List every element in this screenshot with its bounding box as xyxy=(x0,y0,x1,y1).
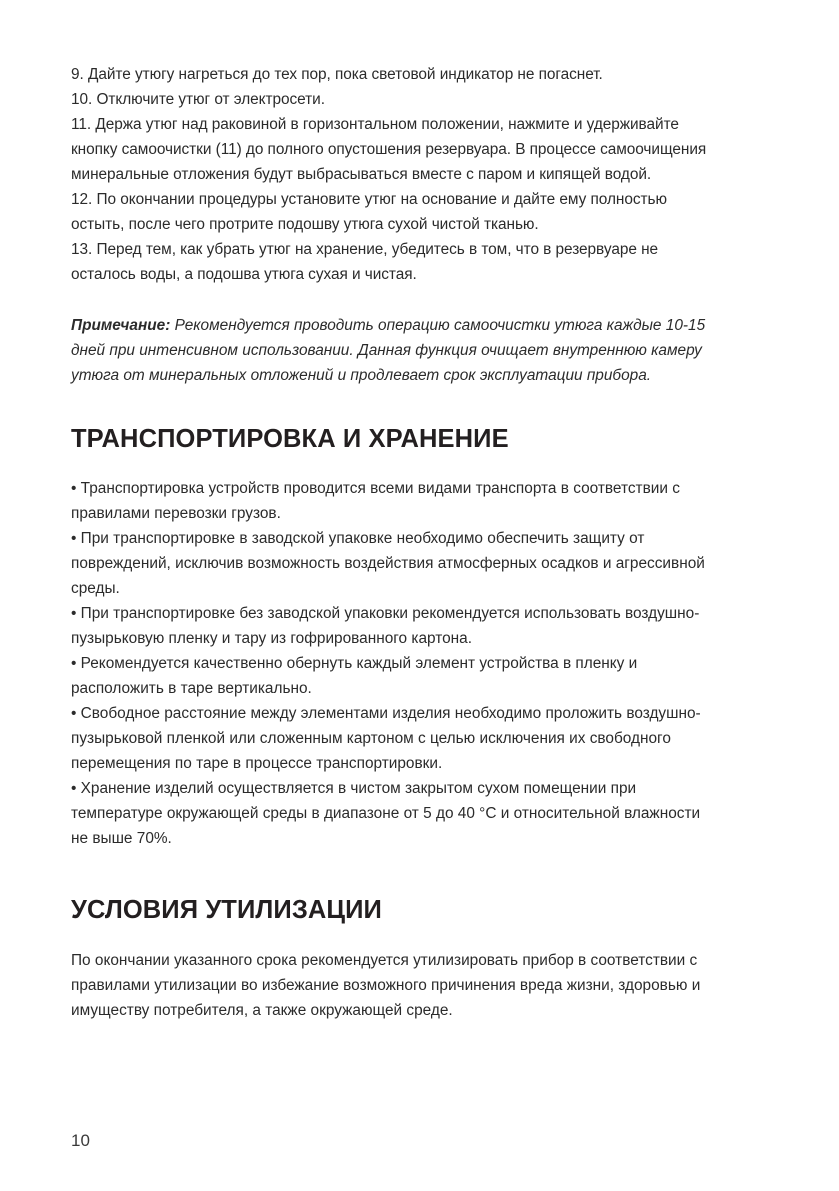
step-line: кнопку самоочистки (11) до полного опустошения резервуара. В процессе самоочищения xyxy=(71,141,707,158)
bullet-line: повреждений, исключив возможность воздействия атмосферных осадков и агрессивной xyxy=(71,555,705,572)
bullet-line: пузырьковой пленкой или сложенным картоном с целью исключения их свободного xyxy=(71,730,671,747)
bullet-line: • Рекомендуется качественно обернуть каждый элемент устройства в пленку и xyxy=(71,655,638,672)
note-line-text: утюга от минеральных отложений и продлевает срок эксплуатации прибора. xyxy=(71,367,652,384)
bullet-line: не выше 70%. xyxy=(71,830,172,847)
bullet-line: среды. xyxy=(71,580,120,597)
list-item xyxy=(71,776,768,851)
step-line: 11. Держа утюг над раковиной в горизонтальном положении, нажмите и удерживайте xyxy=(71,116,679,133)
list-item xyxy=(71,601,768,651)
bullet-line: пузырьковую пленку и тару из гофрированного картона. xyxy=(71,630,473,647)
step-line: 10. Отключите утюг от электросети. xyxy=(71,91,325,108)
bullet-line: расположить в таре вертикально. xyxy=(71,680,312,697)
step-line: осталось воды, а подошва утюга сухая и чистая. xyxy=(71,266,417,283)
heading-utilization-conditions: УСЛОВИЯ УТИЛИЗАЦИИ xyxy=(71,896,382,924)
utilization-paragraph xyxy=(71,948,768,1023)
bullet-line: • При транспортировке без заводской упаковки рекомендуется использовать воздушно- xyxy=(71,605,700,622)
bullet-line: правилами перевозки грузов. xyxy=(71,505,281,522)
note-lead-label: Примечание: xyxy=(71,317,171,334)
step-line: минеральные отложения будут выбрасываться вместе с паром и кипящей водой. xyxy=(71,166,652,183)
paragraph-line: По окончании указанного срока рекомендуется утилизировать прибор в соответствии с xyxy=(71,952,698,969)
bullet-line: температуре окружающей среды в диапазоне от 5 до 40 °C и относительной влажности xyxy=(71,805,701,822)
heading-transport-and-storage: ТРАНСПОРТИРОВКА И ХРАНЕНИЕ xyxy=(71,425,509,453)
paragraph-line: имуществу потребителя, а также окружающей среде. xyxy=(71,1002,453,1019)
step-line: остыть, после чего протрите подошву утюга сухой чистой тканью. xyxy=(71,216,539,233)
list-item xyxy=(71,651,768,701)
note-line-text: дней при интенсивном использовании. Данная функция очищает внутреннюю камеру xyxy=(71,342,702,359)
numbered-steps-block xyxy=(71,62,768,287)
step-line: 12. По окончании процедуры установите утюг на основание и дайте ему полностью xyxy=(71,191,667,208)
bullet-line: • Свободное расстояние между элементами изделия необходимо проложить воздушно- xyxy=(71,705,701,722)
page-content xyxy=(71,62,768,1023)
note-line-text: Рекомендуется проводить операцию самоочистки утюга каждые 10-15 xyxy=(170,317,706,334)
paragraph-line: правилами утилизации во избежание возможного причинения вреда жизни, здоровью и xyxy=(71,977,701,994)
note-first-line xyxy=(71,313,768,338)
list-item xyxy=(71,701,768,776)
page-number: 10 xyxy=(71,1131,90,1150)
bullet-line: • Хранение изделий осуществляется в чистом закрытом сухом помещении при xyxy=(71,780,637,797)
list-item xyxy=(71,526,768,601)
list-item xyxy=(71,476,768,526)
transport-bullet-list xyxy=(71,476,768,851)
step-line: 9. Дайте утюгу нагреться до тех пор, пока световой индикатор не погаснет. xyxy=(71,66,603,83)
bullet-line: • Транспортировка устройств проводится всеми видами транспорта в соответствии с xyxy=(71,480,680,497)
bullet-line: • При транспортировке в заводской упаковке необходимо обеспечить защиту от xyxy=(71,530,645,547)
bullet-line: перемещения по таре в процессе транспортировки. xyxy=(71,755,443,772)
note-block xyxy=(71,313,768,388)
step-line: 13. Перед тем, как убрать утюг на хранение, убедитесь в том, что в резервуаре не xyxy=(71,241,659,258)
